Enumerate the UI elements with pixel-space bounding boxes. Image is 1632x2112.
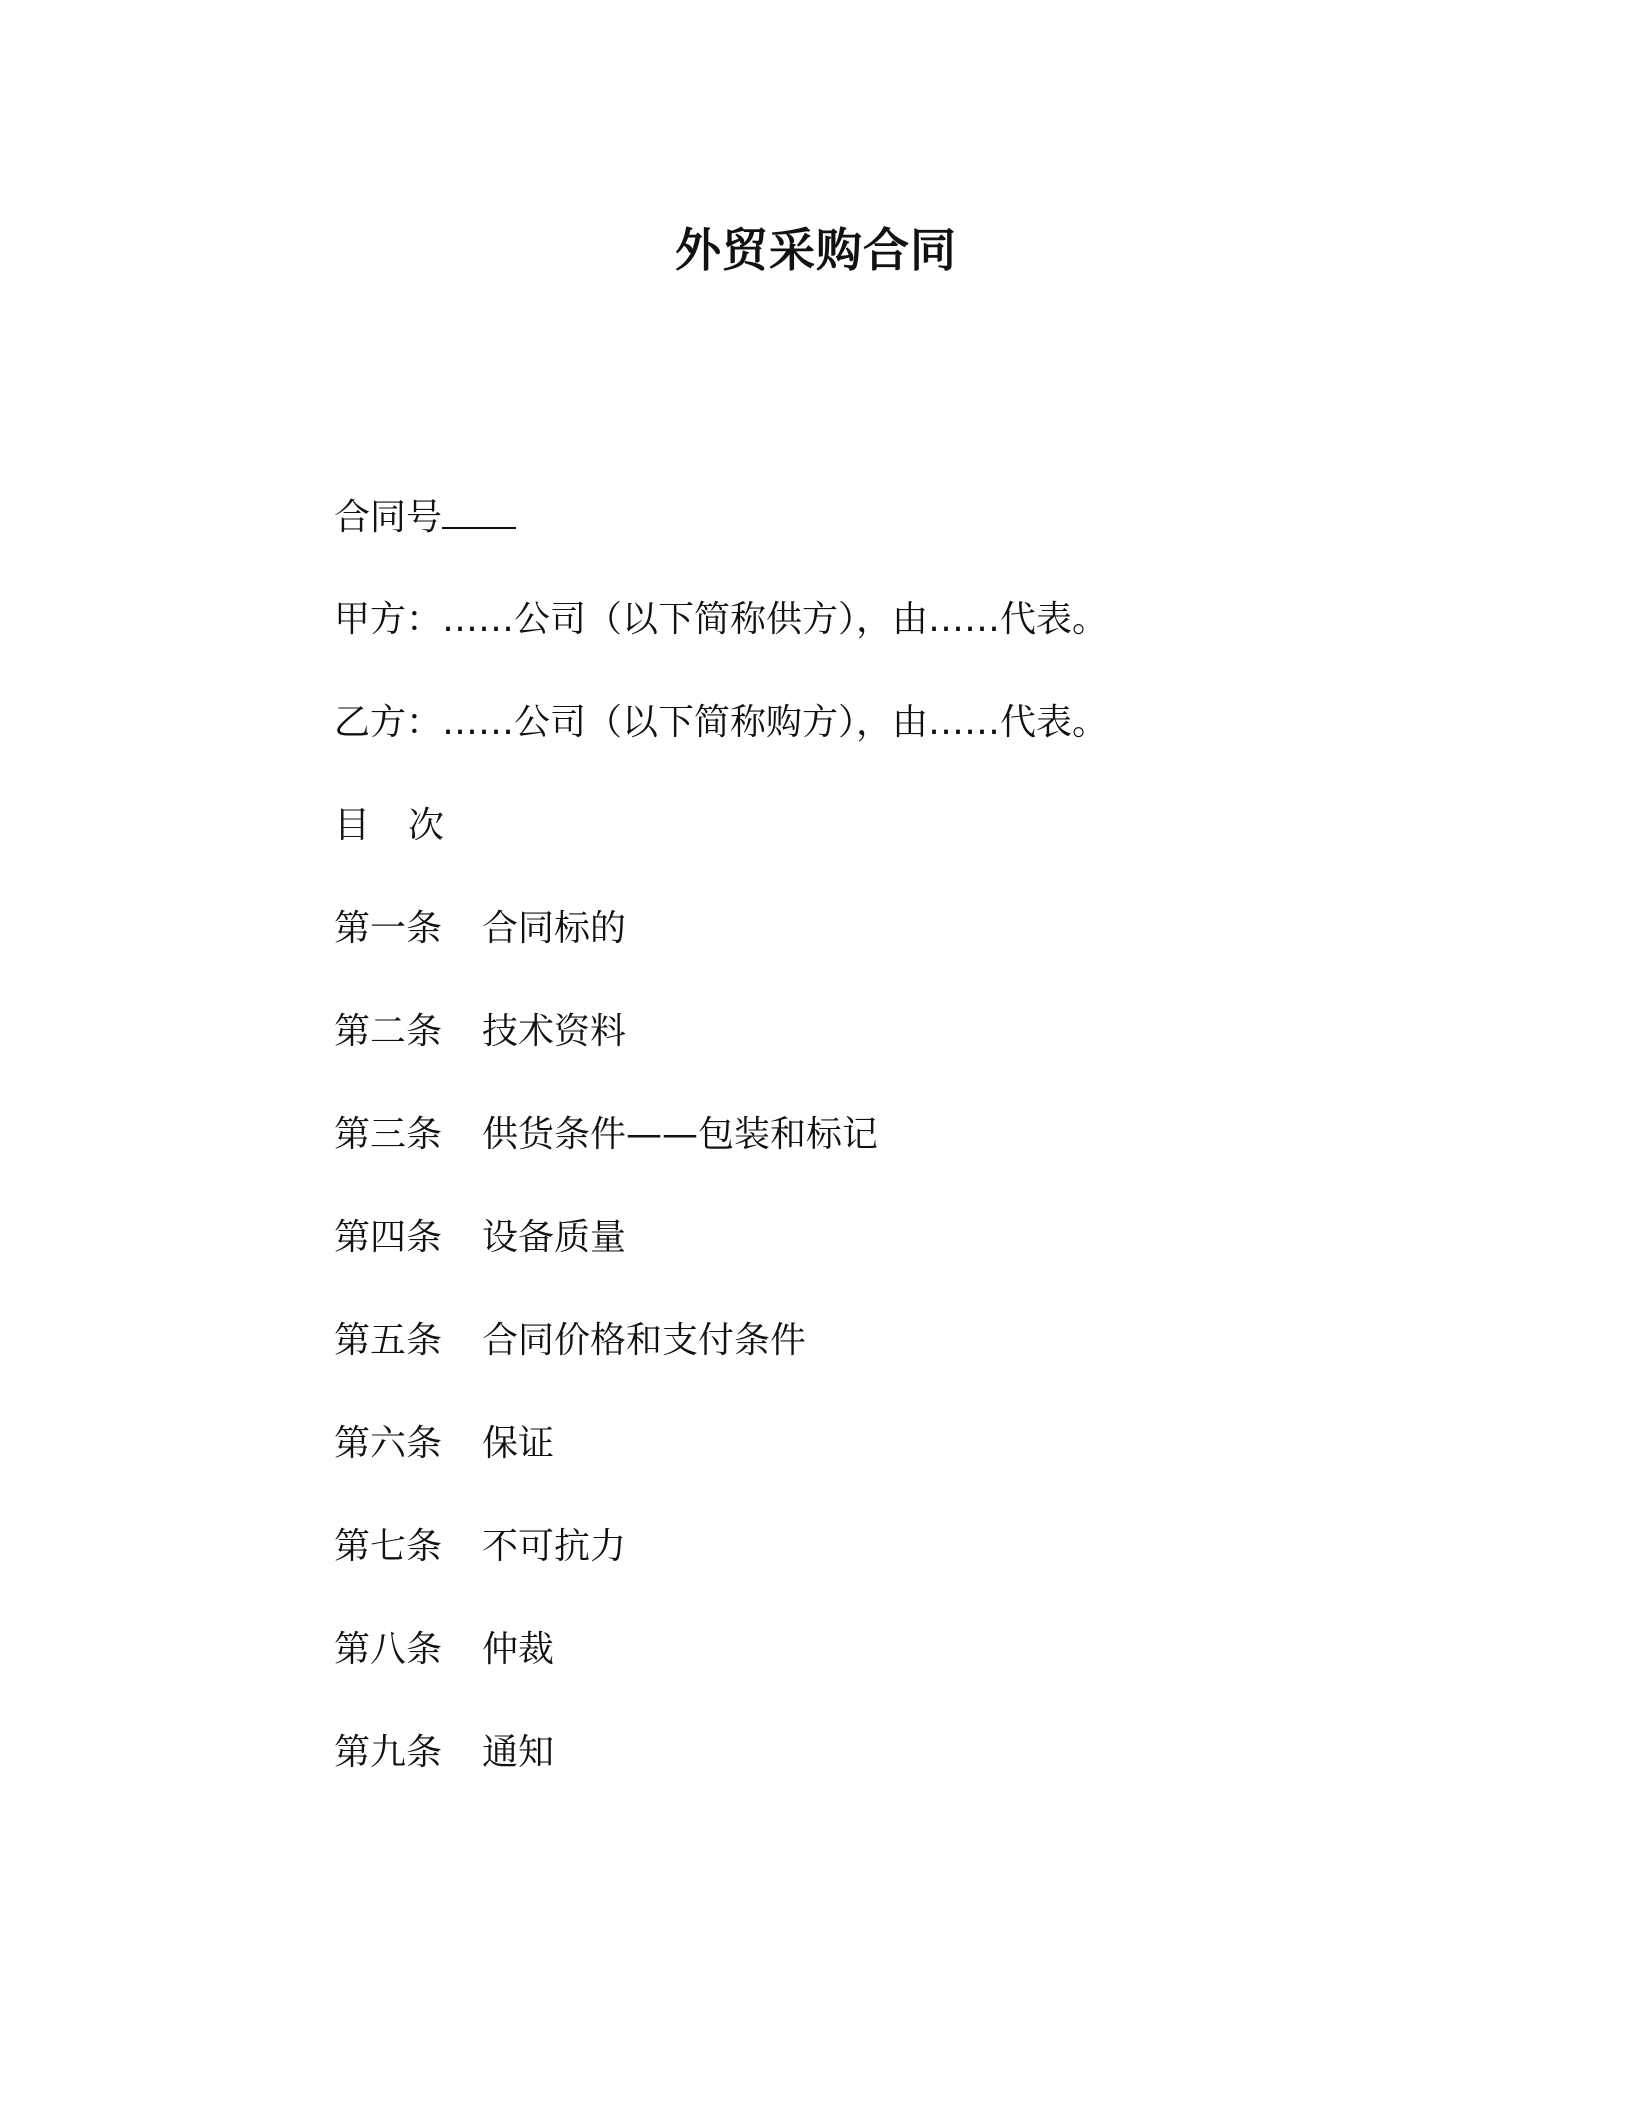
toc-item-number: 第二条 [334, 1011, 443, 1052]
toc-item-title: 通知 [482, 1732, 555, 1773]
toc-item-title: 设备质量 [482, 1217, 627, 1258]
toc-item [334, 1731, 554, 1775]
toc-item [334, 1113, 878, 1157]
toc-item-title: 技术资料 [482, 1011, 627, 1052]
toc-heading-first: 目 [334, 805, 371, 846]
toc-item-title: 供货条件——包装和标记 [482, 1114, 879, 1155]
toc-item-title: 不可抗力 [482, 1526, 627, 1567]
toc-item [334, 1319, 806, 1363]
toc-item-number: 第九条 [334, 1732, 443, 1773]
toc-item [334, 1422, 554, 1466]
toc-item-number: 第八条 [334, 1629, 443, 1670]
toc-item-title: 仲裁 [482, 1629, 555, 1670]
document-title: 外贸采购合同 [675, 223, 957, 277]
toc-item [334, 907, 626, 951]
toc-item-title: 保证 [482, 1423, 555, 1464]
toc-item [334, 1216, 626, 1260]
toc-item-number: 第七条 [334, 1526, 443, 1567]
toc-heading [334, 804, 444, 848]
toc-heading-second: 次 [408, 805, 445, 846]
toc-item-number: 第四条 [334, 1217, 443, 1258]
toc-item-title: 合同价格和支付条件 [482, 1320, 807, 1361]
toc-item-number: 第三条 [334, 1114, 443, 1155]
toc-item-title: 合同标的 [482, 908, 627, 949]
toc-item-number: 第五条 [334, 1320, 443, 1361]
party-a-line: 甲方：……公司（以下简称供方），由……代表。 [334, 599, 1109, 640]
toc-item [334, 1010, 626, 1054]
contract-number-line [334, 496, 516, 540]
toc-item-number: 第六条 [334, 1423, 443, 1464]
toc-item-number: 第一条 [334, 908, 443, 949]
toc-item [334, 1525, 626, 1569]
party-b-line: 乙方：……公司（以下简称购方），由……代表。 [334, 702, 1109, 743]
contract-number-label: 合同号 [334, 497, 443, 538]
contract-number-blank [442, 497, 516, 529]
toc-item [334, 1628, 554, 1672]
